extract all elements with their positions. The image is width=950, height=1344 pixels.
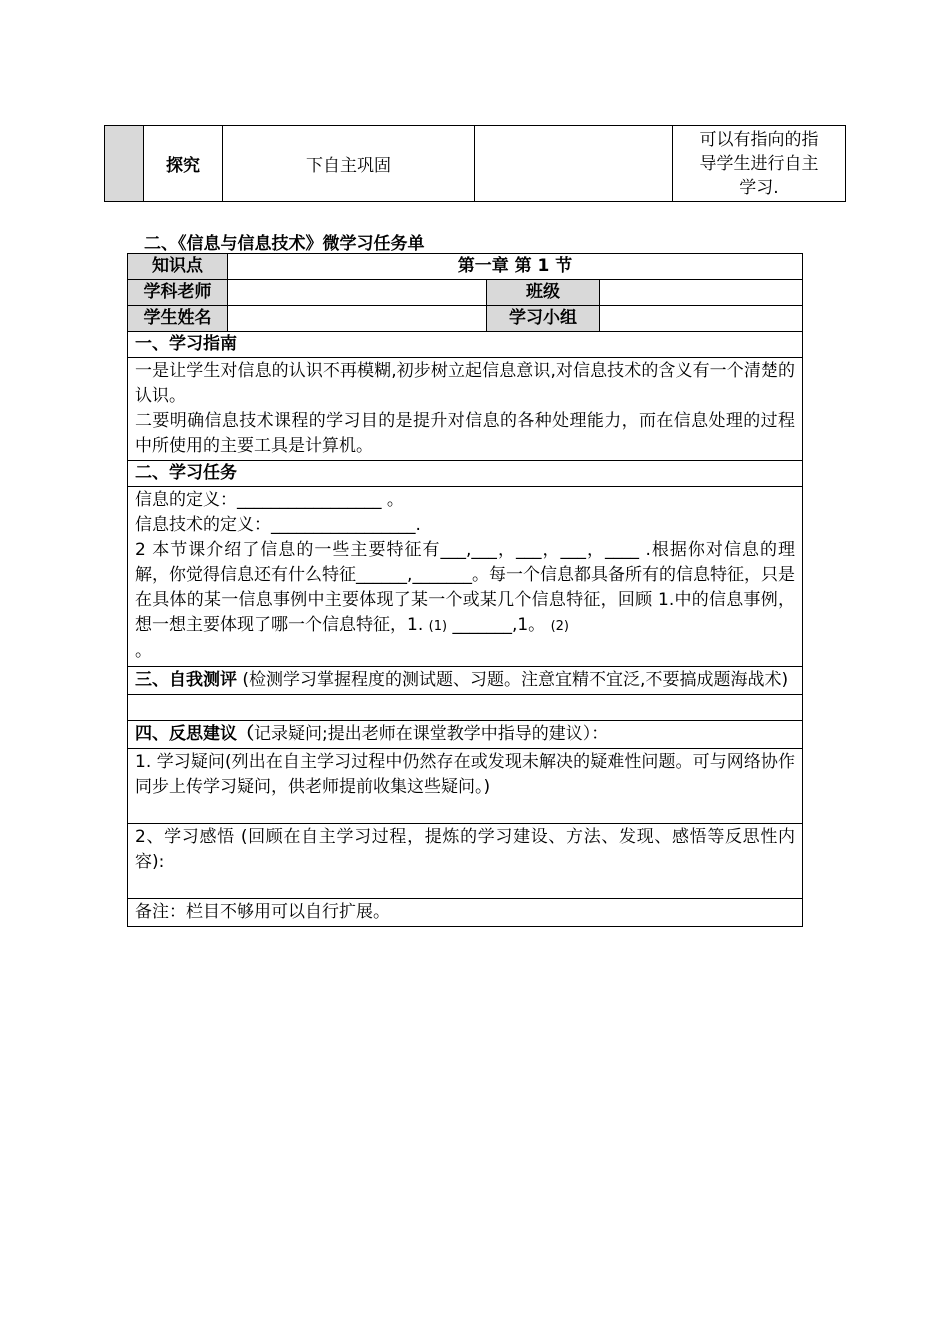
class-label: 班级 [487,280,600,306]
group-field[interactable] [600,306,803,332]
reflect-title: 四、反思建议（ [135,724,254,744]
reflect-desc: 记录疑问;提出老师在课堂教学中指导的建议）： [254,724,609,744]
top-table-cell-5-line-3: 学习. [739,177,779,198]
reflect-question-1[interactable]: 1. 学习疑问(列出在自主学习过程中仍然存在或发现未解决的疑难性问题。可与网络协作同步上传学习疑问，供老师提前收集这些疑问。) [128,749,803,824]
reflect-header-cell [128,721,803,749]
reflect-question-2[interactable]: 2、学习感悟 (回顾在自主学习过程，提炼的学习建设、方法、发现、感悟等反思性内容): [128,824,803,899]
section-title: 二、《信息与信息技术》微学习任务单 [144,234,425,254]
top-table [104,125,846,202]
teacher-field[interactable] [228,280,487,306]
task-title: 二、学习任务 [128,461,803,487]
self-test-title: 三、自我测评 [135,670,237,690]
task-line-1: 信息的定义：_________________ 。 [135,490,404,510]
top-table-cell-2: 探究 [144,126,223,202]
self-test-cell [128,667,803,695]
task-line-3-marker-1: (1) [428,619,448,634]
top-table-cell-5 [673,126,846,202]
top-table-cell-3: 下自主巩固 [223,126,475,202]
task-line-3-text-c: _______,1。 [447,615,551,635]
worksheet-table [127,253,803,927]
self-test-desc: (检测学习掌握程度的测试题、习题。注意宜精不宜泛,不要搞成题海战术) [242,670,789,690]
group-label: 学习小组 [487,306,600,332]
student-field[interactable] [228,306,487,332]
class-field[interactable] [600,280,803,306]
guide-paragraph-2: 二要明确信息技术课程的学习目的是提升对信息的各种处理能力，而在信息处理的过程中所使用的主要工具是计算机。 [135,411,795,456]
guide-title: 一、学习指南 [128,332,803,358]
task-line-3-marker-2: (2) [550,619,569,634]
student-label: 学生姓名 [128,306,228,332]
guide-paragraph-1: 一是让学生对信息的认识不再模糊,初步树立起信息意识,对信息技术的含义有一个清楚的认识。 [135,361,795,406]
note: 备注：栏目不够用可以自行扩展。 [128,899,803,927]
task-line-2: 信息技术的定义：_________________. [135,515,421,535]
task-line-3-text-a: 2 本节课介绍了信息的一些主要特征有___,___，___，___，____ .根据你对信息的理解，你觉得信息还有什么特征______,_______。每一个信息都具备所有的信息特征，只是在具体的某一信息事例中主要体现了某一个或某几个信息特征，回顾 1.中的信息事例，想一想主要体现了哪一个信息特征，1. [135,540,795,635]
knowledge-label: 知识点 [128,254,228,280]
top-table-cell-5-line-2: 导学生进行自主 [699,153,819,174]
top-table-cell-4 [475,126,673,202]
task-content [128,487,803,667]
top-table-cell-5-line-1: 可以有指向的指 [699,129,819,150]
guide-content [128,358,803,461]
teacher-label: 学科老师 [128,280,228,306]
knowledge-value: 第一章 第 1 节 [228,254,803,280]
task-line-3 [135,538,795,664]
top-table-cell-1 [105,126,144,202]
self-test-answer-area[interactable] [128,695,803,721]
task-line-3-end: 。 [135,641,152,661]
